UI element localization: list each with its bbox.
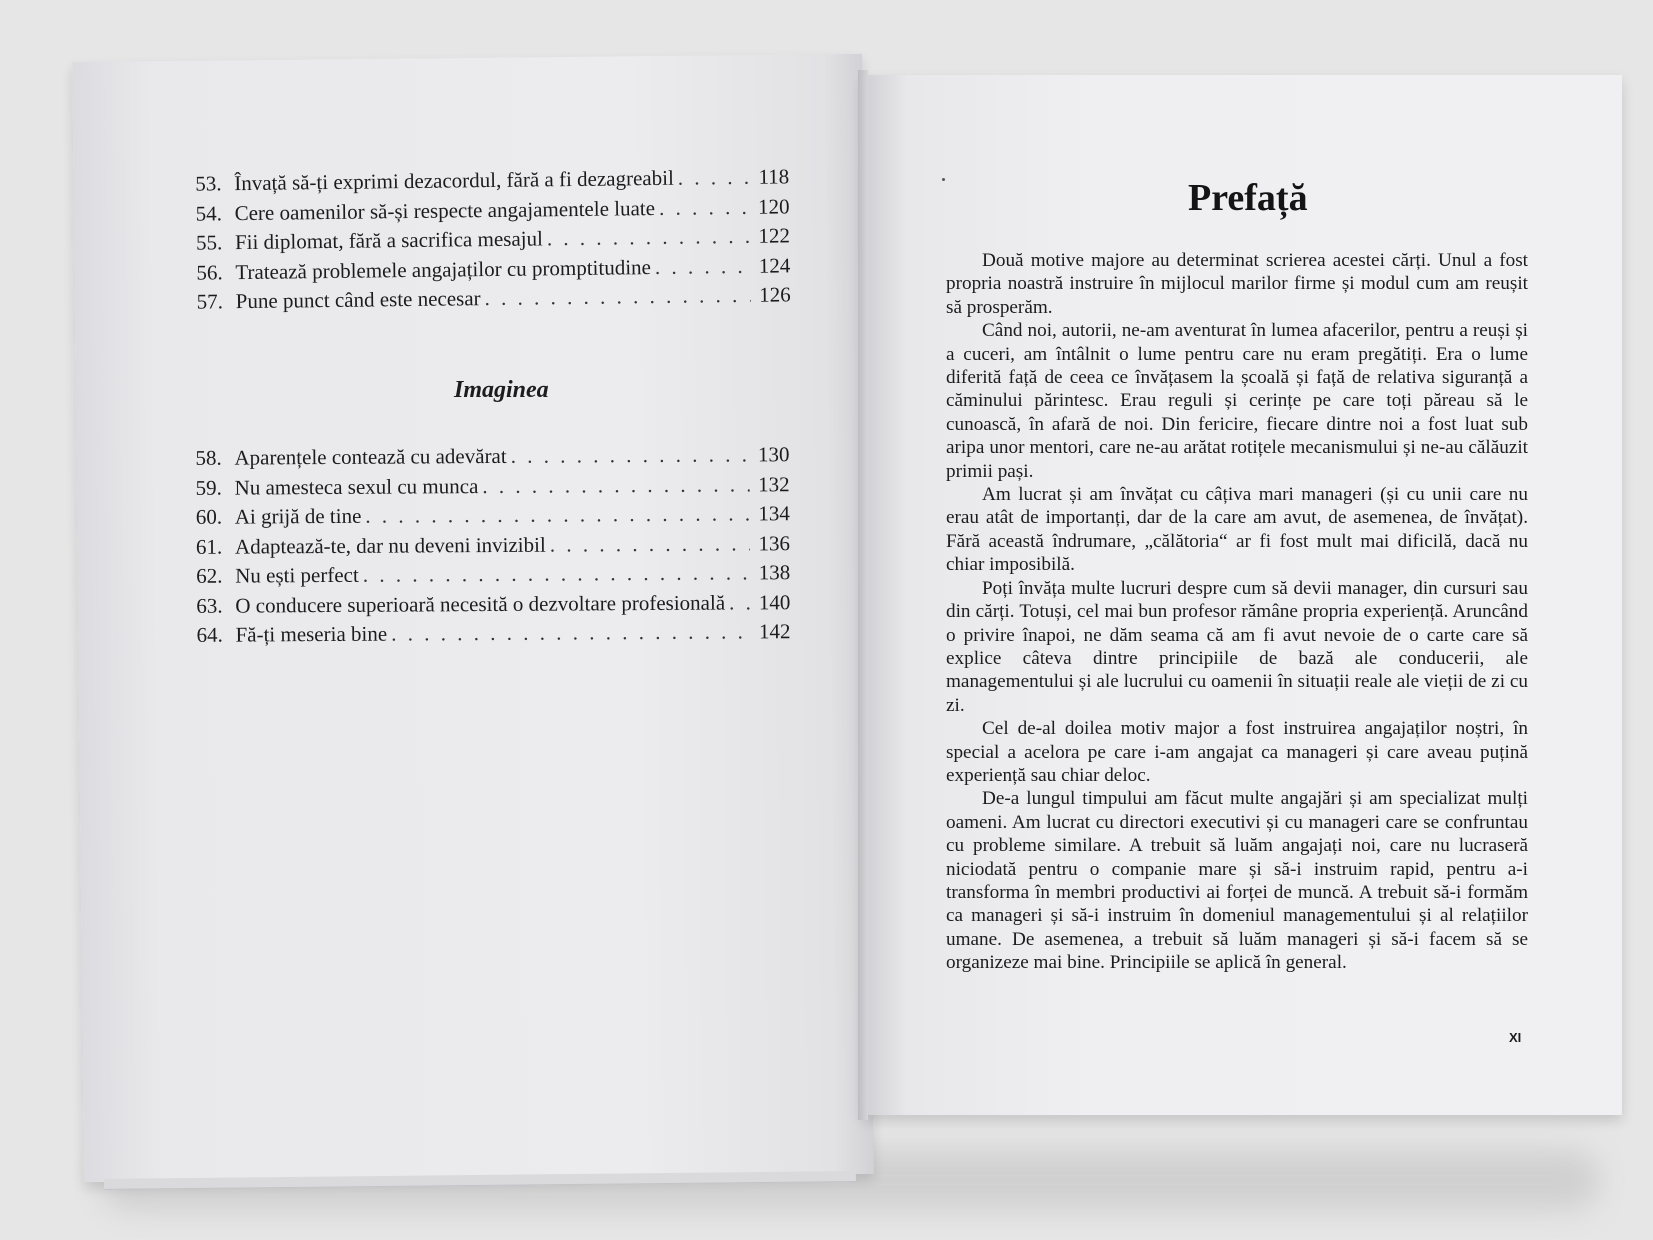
toc-entry-title: Fii diplomat, fără a sacrifica mesajul	[234, 226, 543, 255]
paragraph: De-a lungul timpului am făcut multe angajări și am specializat mulți oameni. Am lucrat cu directori executivi și cu manageri care se confruntau cu probleme similare. A trebuit să luăm angajați noi, care nu lucraseră niciodată pentru o companie mare și să-i instruim rapid, pentru a-i transforma în membri productivi ai forței de muncă. A trebuit să-i formăm ca manageri și să-i instruim în domeniul managementului și al relațiilor umane. De asemenea, a trebuit să luăm manageri și să-i facem să se organizeze mai bine. Principiile se aplică în general.	[946, 788, 1528, 974]
toc-entry-title: Nu amesteca sexul cu munca	[234, 473, 479, 500]
toc-group-1	[195, 164, 791, 319]
toc-entry-title: Adaptează-te, dar nu deveni invizibil	[234, 532, 546, 559]
toc-entry-page: 140	[758, 589, 791, 614]
toc-leader-dots	[365, 501, 750, 528]
toc-entry-number: 63.	[196, 593, 223, 618]
toc-entry-page: 134	[758, 501, 790, 526]
toc-entry-number: 54.	[195, 200, 223, 226]
book-gutter	[858, 70, 868, 1120]
toc-entry-page: 122	[758, 223, 791, 248]
toc-entry-number: 61.	[195, 534, 223, 559]
toc-entry-page: 132	[758, 471, 790, 496]
toc-entry-number: 57.	[196, 289, 224, 314]
toc-leader-dots	[659, 194, 750, 220]
toc-entry	[196, 531, 790, 564]
toc-leader-dots	[550, 531, 750, 557]
toc-leader-dots	[482, 472, 749, 499]
toc-entry-page: 120	[757, 193, 790, 219]
print-speck	[942, 178, 945, 181]
toc-entry-title: Pune punct când este necesar	[235, 286, 481, 314]
toc-entry-title: Învață să-ți exprimi dezacordul, fără a fi dezagreabil	[234, 165, 674, 196]
toc-entry-page: 138	[758, 560, 791, 585]
toc-entry-page: 124	[758, 252, 791, 278]
toc-entry-number: 62.	[196, 563, 223, 588]
toc-entry-page: 126	[759, 282, 791, 307]
toc-entry-number: 60.	[195, 504, 223, 529]
toc-entry-title: Aparențele contează cu adevărat	[234, 443, 507, 470]
toc-entry	[196, 472, 790, 505]
toc-entry-number: 53.	[195, 171, 222, 196]
toc-leader-dots	[363, 560, 751, 587]
section-heading: Imaginea	[454, 377, 549, 403]
toc-entry-number: 58.	[195, 445, 222, 470]
paragraph: Poți învăța multe lucruri despre cum să devii manager, din cursuri sau din cărți. Totuși, cel mai bun profesor rămâne propria experiență. Aruncând o privire înapoi, ne dăm seama că am fi avut nevoie de o carte care să explice câteva dintre principiile de bază ale conducerii, ale managementului și ale lucrului cu oamenii în situații reale ale vieții de zi cu zi.	[946, 577, 1528, 716]
toc-entry	[196, 590, 790, 623]
page-number: XI	[1509, 1030, 1522, 1045]
toc-entry	[196, 501, 790, 534]
toc-entry-title: Fă-ți meseria bine	[235, 621, 388, 647]
toc-leader-dots	[511, 442, 750, 468]
paragraph: Cel de-al doilea motiv major a fost instruirea angajaților noștri, în special a acelora pe care i-am angajat ca manageri și care aveau puțină experiență sau chiar deloc.	[946, 718, 1528, 786]
toc-leader-dots	[655, 253, 751, 279]
paragraph: Când noi, autorii, ne-am aventurat în lumea afacerilor, pentru a reuși și a cuceri, am întâlnit o lume pentru care nu eram pregătiți. Era o lume diferită față de ceea ce învățasem la școală și față de relativa siguranță a căminului părintesc. Erau reguli și cerințe pe care toți păreau să le cunoască, în afară de noi. Din fericire, fiecare dintre noi a fost luat sub aripa unor mentori, care ne-au arătat rotițele mecanismului și ne-au călăuzit primii pași.	[946, 320, 1528, 482]
toc-entry	[196, 619, 790, 652]
toc-entry-title: Ai grijă de tine	[234, 503, 362, 529]
toc-entry	[195, 442, 789, 475]
toc-entry-title: O conducere superioară necesită o dezvoltare profesională	[235, 590, 726, 618]
toc-entry-page: 136	[758, 530, 791, 555]
toc-entry-page: 118	[758, 164, 790, 189]
toc-entry-number: 56.	[196, 259, 223, 285]
toc-entry	[196, 560, 790, 593]
toc-leader-dots	[484, 283, 750, 311]
toc-entry-number: 55.	[195, 230, 223, 255]
toc-entry-number: 59.	[195, 475, 222, 500]
toc-entry-page: 130	[757, 442, 790, 467]
toc-entry-title: Tratează problemele angajaților cu promptitudine	[235, 254, 652, 284]
toc-leader-dots	[729, 590, 750, 615]
toc-entry-title: Cere oamenilor să-și respecte angajamentele luate	[234, 195, 656, 225]
paragraph: Două motive majore au determinat scrierea acestei cărți. Unul a fost propria noastră instruire în mijlocul marilor firme și modul cum am reușit să prosperăm.	[946, 250, 1528, 318]
toc-leader-dots	[547, 224, 750, 251]
preface-body	[946, 249, 1528, 975]
toc-entry-title: Nu ești perfect	[235, 562, 359, 588]
toc-entry-number: 64.	[196, 622, 223, 647]
paragraph: Am lucrat și am învățat cu câțiva mari manageri (și cu unii care nu erau atât de importanți, dar de la care am avut, de asemenea, de învățat). Fără această îndrumare, „călătoria“ ar fi fost mult mai dificilă, dacă nu chiar imposibilă.	[946, 484, 1528, 576]
page-title: Prefață	[1188, 177, 1308, 219]
toc-leader-dots	[391, 619, 751, 646]
toc-leader-dots	[678, 165, 750, 191]
toc-group-2	[195, 442, 790, 652]
toc-entry-page: 142	[758, 619, 791, 644]
